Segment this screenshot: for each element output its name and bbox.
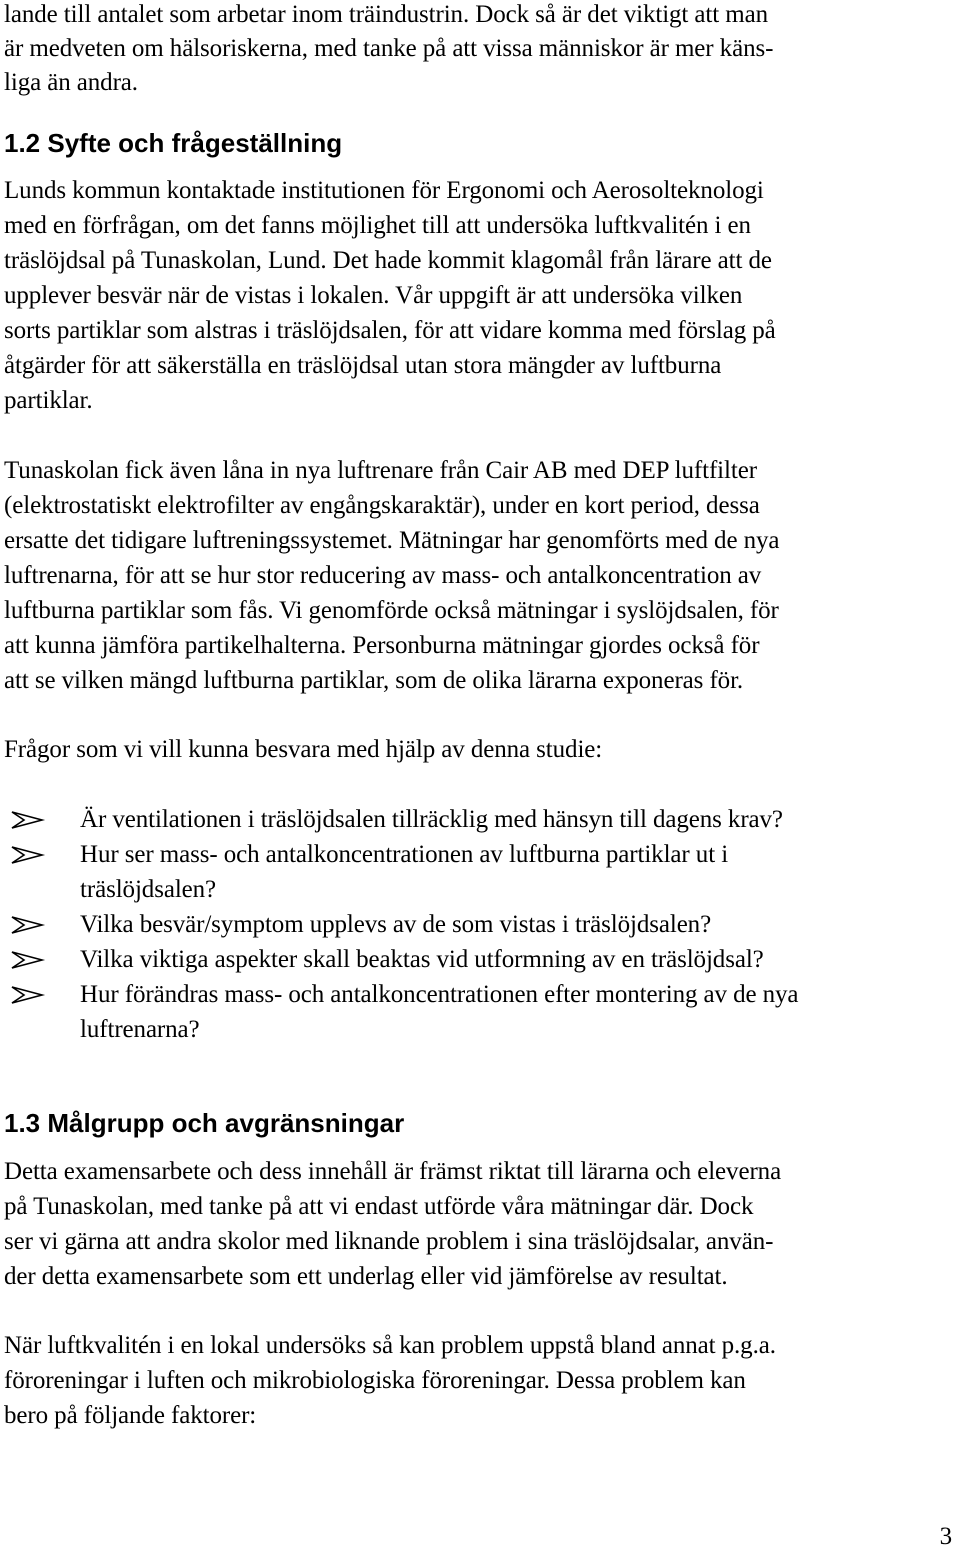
text-line: (elektrostatiskt elektrofilter av engångskaraktär), under en kort period, dessa — [4, 492, 760, 519]
text-line: sorts partiklar som alstras i träslöjdsalen, för att vidare komma med förslag på — [4, 317, 776, 344]
text-line: att kunna jämföra partikelhalterna. Personburna mätningar gjordes också för — [4, 632, 760, 659]
text-line: föroreningar i luften och mikrobiologiska föroreningar. Dessa problem kan — [4, 1367, 746, 1394]
text-line: ser vi gärna att andra skolor med liknande problem i sina träslöjdsalar, använ- — [4, 1228, 774, 1255]
section-heading-1-3: 1.3 Målgrupp och avgränsningar — [4, 1108, 405, 1138]
text-line: med en förfrågan, om det fanns möjlighet till att undersöka luftkvalitén i en — [4, 212, 751, 239]
text-line: träslöjdsal på Tunaskolan, Lund. Det hade kommit klagomål från lärare att de — [4, 247, 772, 274]
arrowhead-bullet-icon — [10, 984, 50, 1006]
text-line: Tunaskolan fick även låna in nya luftrenare från Cair AB med DEP luftfilter — [4, 457, 757, 484]
list-item-text: Vilka besvär/symptom upplevs av de som vistas i träslöjdsalen? — [80, 911, 712, 938]
text-line: partiklar. — [4, 387, 93, 414]
text-line: åtgärder för att säkerställa en träslöjdsal utan stora mängder av luftburna — [4, 352, 722, 379]
text-line: bero på följande faktorer: — [4, 1402, 257, 1429]
arrowhead-bullet-icon — [10, 949, 50, 971]
section-heading-1-2: 1.2 Syfte och frågeställning — [4, 128, 343, 158]
text-line: liga än andra. — [4, 69, 138, 96]
page-number: 3 — [939, 1523, 952, 1550]
text-line: ersatte det tidigare luftreningssystemet. Mätningar har genomförts med de nya — [4, 527, 780, 554]
list-item-text: Hur förändras mass- och antalkoncentrationen efter montering av de nya — [80, 981, 799, 1008]
text-line: der detta examensarbete som ett underlag eller vid jämförelse av resultat. — [4, 1263, 728, 1290]
list-item-text: Är ventilationen i träslöjdsalen tillräcklig med hänsyn till dagens krav? — [80, 806, 783, 833]
text-line: Detta examensarbete och dess innehåll är främst riktat till lärarna och eleverna — [4, 1158, 782, 1185]
questions-intro: Frågor som vi vill kunna besvara med hjälp av denna studie: — [4, 736, 603, 763]
text-line: är medveten om hälsoriskerna, med tanke på att vissa människor är mer käns- — [4, 35, 774, 62]
list-item-text: luftrenarna? — [80, 1016, 200, 1043]
text-line: att se vilken mängd luftburna partiklar, som de olika lärarna exponeras för. — [4, 667, 744, 694]
text-line: på Tunaskolan, med tanke på att vi endast utförde våra mätningar där. Dock — [4, 1193, 754, 1220]
text-line: lande till antalet som arbetar inom träindustrin. Dock så är det viktigt att man — [4, 1, 769, 28]
arrowhead-bullet-icon — [10, 809, 50, 831]
arrowhead-bullet-icon — [10, 914, 50, 936]
list-item-text: Hur ser mass- och antalkoncentrationen av luftburna partiklar ut i — [80, 841, 729, 868]
list-item-text: träslöjdsalen? — [80, 876, 217, 903]
text-line: Lunds kommun kontaktade institutionen för Ergonomi och Aerosolteknologi — [4, 177, 764, 204]
arrowhead-bullet-icon — [10, 844, 50, 866]
text-line: När luftkvalitén i en lokal undersöks så kan problem uppstå bland annat p.g.a. — [4, 1332, 776, 1359]
text-line: upplever besvär när de vistas i lokalen. Vår uppgift är att undersöka vilken — [4, 282, 743, 309]
text-line: luftburna partiklar som fås. Vi genomförde också mätningar i syslöjdsalen, för — [4, 597, 779, 624]
text-line: luftrenarna, för att se hur stor reducering av mass- och antalkoncentration av — [4, 562, 762, 589]
list-item-text: Vilka viktiga aspekter skall beaktas vid utformning av en träslöjdsal? — [80, 946, 764, 973]
